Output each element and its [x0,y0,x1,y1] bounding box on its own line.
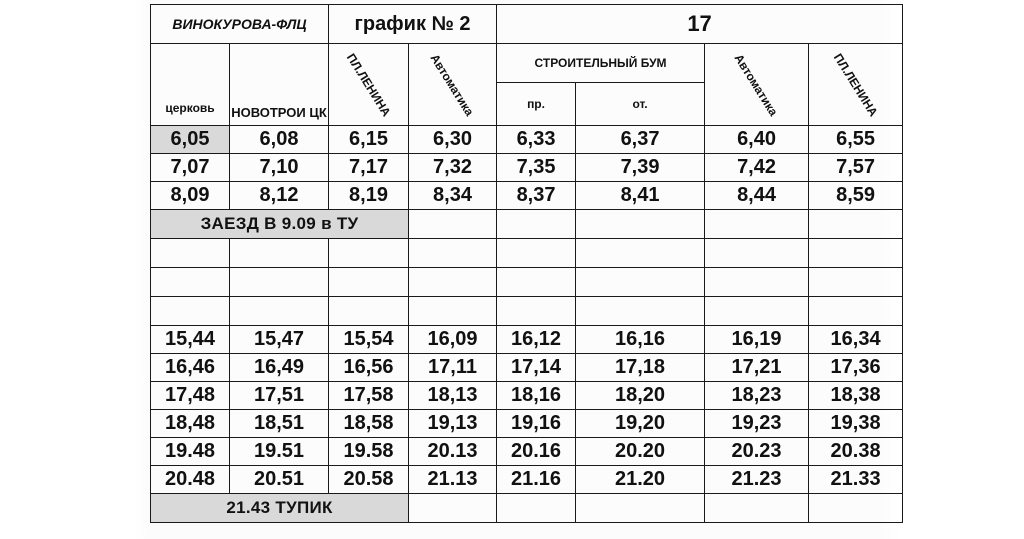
route-number: 17 [497,5,903,44]
stop-header-avtomatika-1-label: Автоматика [428,51,478,118]
table-row [151,382,903,410]
time-cell: 17,51 [230,382,329,410]
time-cell: 6,55 [809,126,903,154]
time-cell: 18,20 [576,382,705,410]
time-cell: 17,21 [705,354,809,382]
time-cell: 18,48 [151,410,230,438]
stop-header-pl-lenina-1-label: ПЛ.ЛЕНИНА [343,50,394,119]
time-cell: 20.51 [230,466,329,494]
end-note: 21.43 ТУПИК [151,494,409,523]
stop-header-pl-lenina-2-label: ПЛ.ЛЕНИНА [830,50,881,119]
time-cell: 17,58 [329,382,409,410]
time-cell: 6,33 [497,126,576,154]
stop-header-pl-lenina-1 [329,44,409,126]
time-cell: 7,32 [409,154,497,182]
time-cell: 17,48 [151,382,230,410]
time-cell: 7,39 [576,154,705,182]
table-row [151,210,903,239]
time-cell: 16,34 [809,326,903,354]
stop-header-departure: от. [576,83,705,126]
time-cell: 8,34 [409,182,497,210]
time-cell: 16,46 [151,354,230,382]
stop-header-avtomatika-2-label: Автоматика [732,51,782,118]
time-cell: 18,58 [329,410,409,438]
stop-header-avtomatika-1 [409,44,497,126]
table-row [151,154,903,182]
time-cell: 6,37 [576,126,705,154]
time-cell: 19.51 [230,438,329,466]
time-cell: 19,20 [576,410,705,438]
time-cell: 15,47 [230,326,329,354]
time-cell: 21.23 [705,466,809,494]
time-cell: 19,16 [497,410,576,438]
time-cell: 20.16 [497,438,576,466]
time-cell: 16,09 [409,326,497,354]
time-cell: 6,40 [705,126,809,154]
time-cell: 16,56 [329,354,409,382]
bus-schedule-table [150,4,903,523]
time-cell: 19,23 [705,410,809,438]
time-cell: 21.20 [576,466,705,494]
stop-header-tserkov: церковь [151,44,230,126]
time-cell: 6,15 [329,126,409,154]
time-cell: 6,05 [151,126,230,154]
time-cell: 18,38 [809,382,903,410]
table-row [151,466,903,494]
time-cell: 7,42 [705,154,809,182]
table-row [151,494,903,523]
time-cell: 19.58 [329,438,409,466]
time-cell: 7,17 [329,154,409,182]
stop-header-pl-lenina-2 [809,44,903,126]
time-cell: 7,57 [809,154,903,182]
time-cell: 17,18 [576,354,705,382]
time-cell: 6,30 [409,126,497,154]
time-cell: 17,11 [409,354,497,382]
time-cell: 20.13 [409,438,497,466]
table-row [151,438,903,466]
stop-header-novotroitsk: НОВОТРОИ ЦК [230,44,329,126]
time-cell: 15,44 [151,326,230,354]
table-row [151,326,903,354]
depot-note: ЗАЕЗД В 9.09 в ТУ [151,210,409,239]
time-cell: 16,16 [576,326,705,354]
time-cell: 8,19 [329,182,409,210]
time-cell: 6,08 [230,126,329,154]
time-cell: 8,41 [576,182,705,210]
time-cell: 21.33 [809,466,903,494]
time-cell: 16,12 [497,326,576,354]
stop-header-avtomatika-2 [705,44,809,126]
table-row [151,354,903,382]
time-cell: 18,16 [497,382,576,410]
time-cell: 15,54 [329,326,409,354]
time-cell: 20.23 [705,438,809,466]
table-row [151,182,903,210]
schedule-label: график № 2 [329,5,497,44]
time-cell: 18,51 [230,410,329,438]
time-cell: 16,49 [230,354,329,382]
group-header-stroitelny-bum: СТРОИТЕЛЬНЫЙ БУМ [497,44,705,83]
time-cell: 20.58 [329,466,409,494]
time-cell: 21.16 [497,466,576,494]
time-cell: 20.20 [576,438,705,466]
time-cell: 19.48 [151,438,230,466]
time-cell: 17,36 [809,354,903,382]
time-cell: 8,44 [705,182,809,210]
time-cell: 20.48 [151,466,230,494]
table-row [151,410,903,438]
time-cell: 7,10 [230,154,329,182]
time-cell: 19,38 [809,410,903,438]
time-cell: 8,37 [497,182,576,210]
direction-title: ВИНОКУРОВА-ФЛЦ [151,5,329,44]
time-cell: 8,09 [151,182,230,210]
stop-header-arrival: пр. [497,83,576,126]
table-row [151,126,903,154]
time-cell: 20.38 [809,438,903,466]
time-cell: 17,14 [497,354,576,382]
time-cell: 19,13 [409,410,497,438]
time-cell: 18,13 [409,382,497,410]
time-cell: 7,07 [151,154,230,182]
time-cell: 8,59 [809,182,903,210]
time-cell: 18,23 [705,382,809,410]
time-cell: 8,12 [230,182,329,210]
time-cell: 16,19 [705,326,809,354]
time-cell: 21.13 [409,466,497,494]
time-cell: 7,35 [497,154,576,182]
